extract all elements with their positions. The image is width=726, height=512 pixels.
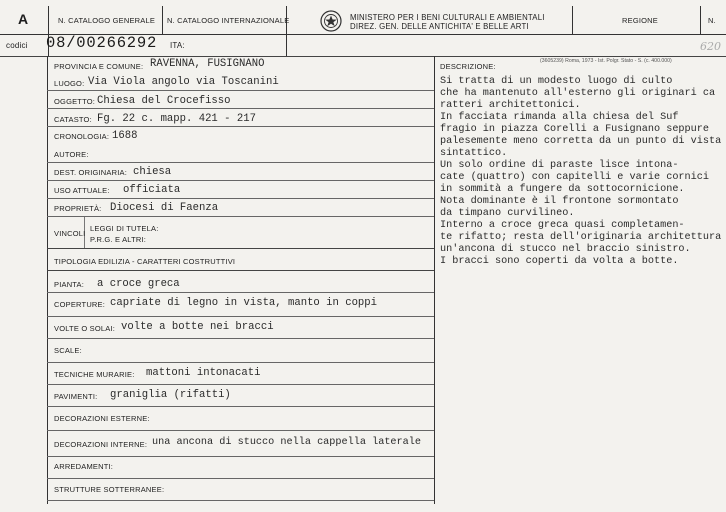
desc-line: Interno a croce greca quasi completamen- (440, 220, 685, 231)
republic-emblem-icon (320, 10, 342, 32)
arredamenti-label: ARREDAMENTI: (54, 462, 114, 471)
desc-line: sintattico. (440, 148, 508, 159)
provincia-value: RAVENNA, FUSIGNANO (150, 58, 265, 70)
coperture-value: capriate di legno in vista, manto in coppi (110, 297, 378, 309)
catalogo-generale-label: N. CATALOGO GENERALE (58, 16, 156, 25)
provincia-label: PROVINCIA E COMUNE: (54, 62, 144, 71)
decorazioni-interne-label: DECORAZIONI INTERNE: (54, 440, 148, 449)
catasto-value: Fg. 22 c. mapp. 421 - 217 (97, 113, 256, 125)
desc-line: palesemente meno corretta da un punto di vista (440, 136, 722, 147)
descrizione-label: DESCRIZIONE: (440, 62, 496, 71)
tecniche-label: TECNICHE MURARIE: (54, 370, 135, 379)
tipologia-label: TIPOLOGIA EDILIZIA - CARATTERI COSTRUTTIVI (54, 257, 236, 266)
cronologia-value: 1688 (112, 130, 138, 142)
decorazioni-interne-value: una ancona di stucco nella cappella laterale (152, 437, 421, 448)
decorazioni-esterne-label: DECORAZIONI ESTERNE: (54, 414, 150, 423)
catalog-code: 08/00266292 (46, 34, 158, 52)
desc-line: In facciata rimanda alla chiesa del Suf (440, 112, 679, 123)
oggetto-value: Chiesa del Crocefisso (97, 95, 231, 107)
catalogo-internazionale-label: N. CATALOGO INTERNAZIONALE (167, 16, 290, 25)
proprieta-value: Diocesi di Faenza (110, 202, 219, 214)
regione-label: REGIONE (622, 16, 658, 25)
ministry-line-1: MINISTERO PER I BENI CULTURALI E AMBIENTALI (350, 13, 545, 22)
desc-line: da timpano curvilineo. (440, 208, 575, 219)
n-label: N. (708, 16, 716, 25)
ministry-line-2: DIREZ. GEN. DELLE ANTICHITA' E BELLE ARTI (350, 22, 529, 31)
pavimenti-label: PAVIMENTI: (54, 392, 98, 401)
uso-attuale-label: USO ATTUALE: (54, 186, 110, 195)
desc-line: fragio in piazza Corelli a Fusignano seppure (440, 124, 709, 135)
luogo-label: LUOGO: (54, 79, 85, 88)
pavimenti-value: graniglia (rifatti) (110, 389, 231, 401)
cronologia-label: CRONOLOGIA: (54, 132, 110, 141)
volte-value: volte a botte nei bracci (121, 321, 274, 333)
desc-line: Si tratta di un modesto luogo di culto (440, 76, 673, 87)
desc-line: Nota dominante è il frontone sormontato (440, 196, 679, 207)
desc-line: Un solo ordine di paraste lisce intona- (440, 160, 679, 171)
leggi-tutela-label: LEGGI DI TUTELA: (90, 224, 159, 233)
proprieta-label: PROPRIETÀ: (54, 204, 102, 213)
card-letter: A (18, 11, 29, 27)
desc-line: un'ancona di stucco nel braccio sinistro. (440, 244, 691, 255)
ita-label: ITA: (170, 41, 185, 50)
coperture-label: COPERTURE: (54, 300, 106, 309)
dest-originaria-label: DEST. ORIGINARIA: (54, 168, 127, 177)
autore-label: AUTORE: (54, 150, 89, 159)
luogo-value: Via Viola angolo via Toscanini (88, 76, 279, 88)
catasto-label: CATASTO: (54, 115, 92, 124)
tecniche-value: mattoni intonacati (146, 367, 261, 379)
desc-line: I bracci sono coperti da volta a botte. (440, 256, 679, 267)
codici-label: codici (6, 41, 28, 50)
desc-line: in sommità a fungere da sottocornicione. (440, 184, 685, 195)
vincoli-label: VINCOLI (54, 229, 86, 238)
pianta-value: a croce greca (97, 278, 180, 290)
handwritten-number: 620 (700, 40, 721, 53)
desc-line: ratteri architettonici. (440, 100, 581, 111)
oggetto-label: OGGETTO: (54, 97, 96, 106)
desc-line: che ha mantenuto all'esterno gli originari ca (440, 88, 716, 99)
prg-label: P.R.G. E ALTRI: (90, 235, 147, 244)
pianta-label: PIANTA: (54, 280, 85, 289)
desc-line: cate (quattro) con capitelli e varie cornici (440, 172, 709, 183)
strutture-label: STRUTTURE SOTTERRANEE: (54, 485, 165, 494)
dest-originaria-value: chiesa (133, 166, 172, 178)
print-note: (3605239) Roma, 1973 - Ist. Polgr. Stato - S. (c. 400.000) (540, 58, 672, 64)
volte-label: VOLTE O SOLAI: (54, 324, 116, 333)
scale-label: SCALE: (54, 346, 82, 355)
uso-attuale-value: officiata (123, 184, 181, 196)
desc-line: te rifatto; resta dell'originaria architettura (440, 232, 722, 243)
